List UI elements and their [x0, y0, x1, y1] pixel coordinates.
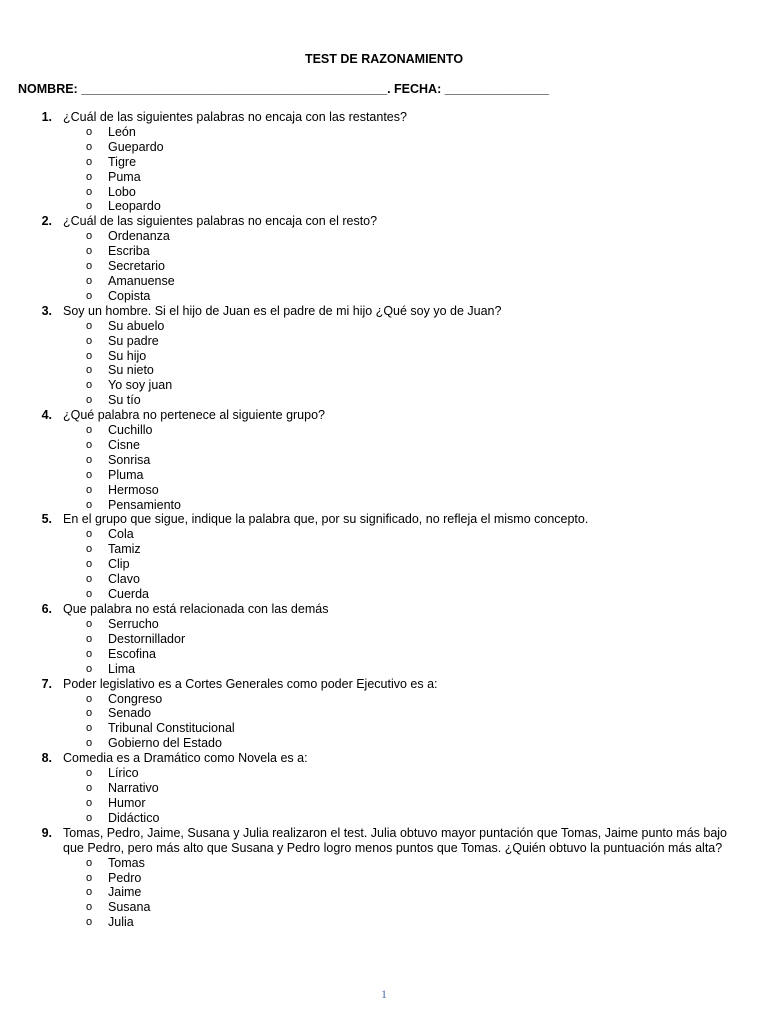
answer-option-label: Clavo — [108, 572, 140, 587]
question-8 — [0, 751, 768, 766]
question-number: 5. — [41, 512, 52, 527]
answer-option-label: Destornillador — [108, 631, 186, 646]
answer-option — [0, 453, 768, 468]
answer-option-label: Pensamiento — [108, 497, 181, 512]
answer-option — [0, 557, 768, 572]
bullet-icon: o — [86, 349, 93, 362]
answer-option — [0, 259, 768, 274]
bullet-icon: o — [86, 737, 93, 750]
bullet-icon: o — [86, 200, 93, 213]
question-3 — [0, 304, 768, 319]
bullet-icon: o — [86, 230, 93, 243]
answer-option-label: Didáctico — [108, 810, 160, 825]
answer-option — [0, 125, 768, 140]
answer-option-label: Cuchillo — [108, 423, 153, 438]
answer-option-label: León — [108, 125, 136, 139]
question-4 — [0, 408, 768, 423]
answer-option — [0, 378, 768, 393]
answer-option-label: Cuerda — [108, 587, 149, 602]
question-text: ¿Cuál de las siguientes palabras no encaja con las restantes? — [63, 110, 407, 124]
question-9 — [0, 826, 768, 856]
answer-option — [0, 468, 768, 483]
question-number: 7. — [41, 676, 52, 691]
answer-option-label: Tigre — [108, 154, 137, 169]
bullet-icon: o — [86, 617, 93, 630]
bullet-icon: o — [86, 588, 93, 601]
answer-option-label: Escriba — [108, 244, 150, 259]
answer-option-label: Congreso — [108, 691, 163, 706]
answer-option — [0, 766, 768, 781]
answer-option-label: Senado — [108, 706, 152, 721]
answer-option — [0, 647, 768, 662]
question-text: ¿Cuál de las siguientes palabras no encaja con el resto? — [63, 214, 378, 229]
bullet-icon: o — [86, 498, 93, 511]
answer-option-label: Susana — [108, 900, 151, 915]
bullet-icon: o — [86, 707, 93, 720]
bullet-icon: o — [86, 275, 93, 288]
answer-option-label: Escofina — [108, 646, 156, 661]
bullet-icon: o — [86, 424, 93, 437]
bullet-icon: o — [86, 647, 93, 660]
answer-option-label: Pedro — [108, 870, 142, 885]
answer-option — [0, 244, 768, 259]
answer-option — [0, 885, 768, 900]
bullet-icon: o — [86, 781, 93, 794]
answer-option-label: Cola — [108, 527, 134, 542]
answer-option — [0, 811, 768, 826]
bullet-icon: o — [86, 722, 93, 735]
answer-option — [0, 721, 768, 736]
answer-option — [0, 542, 768, 557]
page-number: 1 — [381, 987, 387, 1001]
answer-option — [0, 363, 768, 378]
answer-option — [0, 199, 768, 214]
bullet-icon: o — [86, 916, 93, 929]
question-number: 3. — [41, 303, 52, 318]
answer-option — [0, 692, 768, 707]
answer-option — [0, 796, 768, 811]
answer-option-label: Su abuelo — [108, 318, 165, 333]
bullet-icon: o — [86, 468, 93, 481]
answer-option-label: Cisne — [108, 438, 140, 453]
answer-option — [0, 781, 768, 796]
bullet-icon: o — [86, 453, 93, 466]
answer-option — [0, 319, 768, 334]
answer-option-label: Humor — [108, 795, 146, 810]
bullet-icon: o — [86, 901, 93, 914]
answer-option-label: Leopardo — [108, 199, 161, 214]
answer-option — [0, 289, 768, 304]
bullet-icon: o — [86, 573, 93, 586]
bullet-icon: o — [86, 170, 93, 183]
answer-option — [0, 900, 768, 915]
question-number: 2. — [41, 214, 52, 229]
bullet-icon: o — [86, 289, 93, 302]
answer-option — [0, 393, 768, 408]
answer-option — [0, 274, 768, 289]
answer-option — [0, 587, 768, 602]
bullet-icon: o — [86, 439, 93, 452]
answer-option-label: Ordenanza — [108, 229, 170, 244]
answer-option-label: Clip — [108, 557, 130, 572]
answer-option — [0, 334, 768, 349]
answer-option-label: Julia — [108, 915, 134, 930]
question-list — [0, 110, 768, 930]
question-7 — [0, 677, 768, 692]
bullet-icon: o — [86, 692, 93, 705]
answer-option-label: Yo soy juan — [108, 378, 173, 393]
name-date-line: NOMBRE: ____________________________________________. FECHA: _______________ — [18, 82, 549, 96]
bullet-icon: o — [86, 871, 93, 884]
answer-option-label: Guepardo — [108, 139, 164, 154]
answer-option — [0, 632, 768, 647]
answer-option — [0, 498, 768, 513]
question-text: En el grupo que sigue, indique la palabra que, por su significado, no refleja el mismo concepto. — [63, 512, 589, 527]
answer-option-label: Gobierno del Estado — [108, 736, 222, 751]
answer-option-label: Amanuense — [108, 274, 175, 289]
answer-option-label: Pluma — [108, 467, 144, 482]
bullet-icon: o — [86, 334, 93, 347]
answer-option-label: Jaime — [108, 885, 142, 900]
question-number: 9. — [41, 825, 52, 840]
answer-option-label: Secretario — [108, 259, 165, 274]
question-6 — [0, 602, 768, 617]
answer-option-label: Lobo — [108, 184, 136, 199]
bullet-icon: o — [86, 185, 93, 198]
question-text: Que palabra no está relacionada con las demás — [63, 601, 329, 616]
answer-option — [0, 229, 768, 244]
question-text: ¿Qué palabra no pertenece al siguiente grupo? — [63, 408, 325, 423]
bullet-icon: o — [86, 528, 93, 541]
answer-option-label: Tribunal Constitucional — [108, 721, 235, 736]
bullet-icon: o — [86, 155, 93, 168]
answer-option — [0, 572, 768, 587]
page-title: TEST DE RAZONAMIENTO — [304, 52, 464, 66]
question-text: Tomas, Pedro, Jaime, Susana y Julia realizaron el test. Julia obtuvo mayor puntación que Tomas, Jaime punto más bajo que Pedro, pero más alto que Susana y Pedro logro menos puntos que Tomas. ¿Quién obtuvo la puntuación más alta? — [63, 825, 728, 855]
question-number: 6. — [41, 601, 52, 616]
answer-option-label: Lírico — [108, 766, 139, 781]
answer-option — [0, 662, 768, 677]
answer-option-label: Tomas — [108, 855, 145, 870]
answer-option-label: Puma — [108, 169, 141, 184]
bullet-icon: o — [86, 558, 93, 571]
answer-option — [0, 706, 768, 721]
answer-option-label: Su nieto — [108, 363, 154, 378]
answer-option-label: Su hijo — [108, 348, 147, 363]
question-number: 1. — [41, 110, 52, 124]
answer-option — [0, 915, 768, 930]
answer-option — [0, 438, 768, 453]
answer-option-label: Hermoso — [108, 482, 159, 497]
bullet-icon: o — [86, 126, 93, 138]
question-number: 4. — [41, 408, 52, 423]
answer-option — [0, 736, 768, 751]
answer-option — [0, 856, 768, 871]
bullet-icon: o — [86, 319, 93, 332]
answer-option-label: Sonrisa — [108, 452, 151, 467]
bullet-icon: o — [86, 245, 93, 258]
answer-option — [0, 170, 768, 185]
answer-option-label: Tamiz — [108, 542, 141, 557]
question-number: 8. — [41, 751, 52, 766]
answer-option — [0, 871, 768, 886]
bullet-icon: o — [86, 811, 93, 824]
answer-option-label: Su padre — [108, 333, 159, 348]
answer-option-label: Serrucho — [108, 616, 159, 631]
answer-option-label: Copista — [108, 288, 151, 303]
answer-option — [0, 140, 768, 155]
answer-option — [0, 185, 768, 200]
bullet-icon: o — [86, 767, 93, 780]
question-2 — [0, 214, 768, 229]
bullet-icon: o — [86, 379, 93, 392]
answer-option — [0, 349, 768, 364]
answer-option — [0, 617, 768, 632]
bullet-icon: o — [86, 260, 93, 273]
answer-option-label: Su tío — [108, 393, 141, 408]
question-text: Poder legislativo es a Cortes Generales como poder Ejecutivo es a: — [63, 676, 438, 691]
bullet-icon: o — [86, 543, 93, 556]
bullet-icon: o — [86, 394, 93, 407]
question-text: Comedia es a Dramático como Novela es a: — [63, 751, 308, 766]
question-text: Soy un hombre. Si el hijo de Juan es el padre de mi hijo ¿Qué soy yo de Juan? — [63, 303, 502, 318]
bullet-icon: o — [86, 856, 93, 869]
answer-option — [0, 155, 768, 170]
bullet-icon: o — [86, 483, 93, 496]
bullet-icon: o — [86, 796, 93, 809]
bullet-icon: o — [86, 662, 93, 675]
bullet-icon: o — [86, 632, 93, 645]
answer-option — [0, 423, 768, 438]
answer-option — [0, 483, 768, 498]
answer-option-label: Lima — [108, 661, 136, 676]
answer-option-label: Narrativo — [108, 780, 159, 795]
question-1 — [0, 110, 768, 125]
bullet-icon: o — [86, 886, 93, 899]
question-5 — [0, 512, 768, 527]
answer-option — [0, 527, 768, 542]
bullet-icon: o — [86, 364, 93, 377]
bullet-icon: o — [86, 140, 93, 153]
